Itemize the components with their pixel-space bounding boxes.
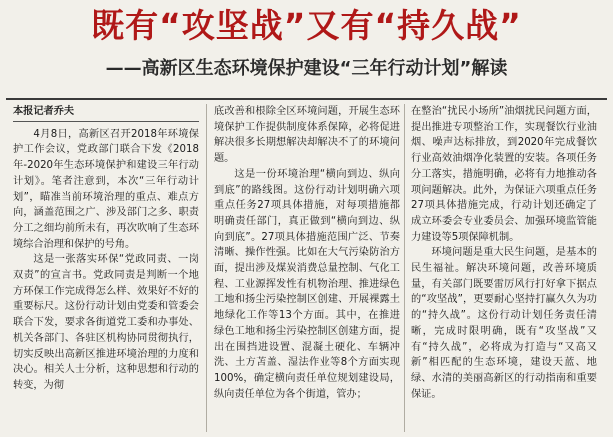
article-column-3: [411, 104, 597, 432]
paragraph: 在整治“扰民小场所”油烟扰民问题方面，提出推进专项整治工作，实现餐饮行业油烟、噪声达标排放，到2020年完成餐饮行业高效油烟净化装置的安装。各项任务分工落实，措施明确，必将有力地推动各项问题解决。此外，为保证六项重点任务27项具体措施完成，行动计划还确定了成立环委会专业委员会、加强环境监管能力建设等5项保障机制。: [411, 106, 597, 243]
paragraph: 底改善和根除全区环境问题，开展生态环境保护工作提供制度体系保障，必将促进解决很多长期想解决却解决不了的环境问题。: [214, 106, 400, 165]
header-divider: [6, 98, 607, 100]
article-column-2: [214, 104, 400, 432]
article-subheadline: ——高新区生态环境保护建设“三年行动计划”解读: [105, 58, 508, 79]
paragraph: 这是一张落实环保“党政同责、一岗双责”的宣言书。党政同责是判断一个地方环保工作完成得怎么样、效果好不好的重要标尺。这份行动计划由党委和管委会联合下发，要求各街道党工委和办事处、机关各部门、各驻区机构协同贯彻执行，切实反映出高新区推进环境治理的力度和决心。相关人士分析，这种思想和行动的转变，为彻: [13, 254, 199, 391]
column-divider: [404, 104, 405, 432]
article-column-1: [13, 104, 199, 432]
paragraph: 4月8日，高新区召开2018年环境保护工作会议，党政部门联合下发《2018年-2020年生态环境保护和建设三年行动计划》。笔者注意到，本次“三年行动计划”，瞄准当前环境治理的重点、难点方向，涵盖范围之广、涉及部门之多、职责分工之细均前所未有，再次吹响了生态环境综合治理和保护的号角。: [13, 128, 199, 250]
article-byline: 本报记者乔夫: [13, 104, 199, 122]
paragraph: 环境问题是重大民生问题，是基本的民生福祉。解决环境问题，改善环境质量，有关部门既要雷厉风行打好拿下据点的“攻坚战”，更要耐心坚持打赢久久为功的“持久战”。这份行动计划任务责任清晰，完成时限明确，既有“攻坚战”又有“持久战”，必将成为打造与“又高又新”相匹配的生态环境，建设天蓝、地绿、水清的美丽高新区的行动指南和重要保证。: [411, 247, 597, 400]
column-divider: [206, 104, 207, 432]
paragraph: 这是一份环境治理“横向到边、纵向到底”的路线图。这份行动计划明确六项重点任务27项具体措施，对每项措施都明确责任部门，真正做到“横向到边、纵向到底”。27项具体措施范围广泛、节奏清晰、操作性强。比如在大气污染防治方面，提出涉及煤炭消费总量控制、气化工程、工业源挥发性有机物治理、推进绿色工地和扬尘污染控制区创建、开展裸露土地绿化工作等13个方面。其中，在推进绿色工地和扬尘污染控制区创建方面，提出在围挡进设置、混凝土硬化、车辆冲洗、土方苫盖、湿法作业等8个方面实现100%，确定横向责任单位规划建设局，纵向责任单位为各个街道，管办；: [214, 168, 400, 400]
article-headline: 既有“攻坚战”又有“持久战”: [91, 6, 522, 45]
